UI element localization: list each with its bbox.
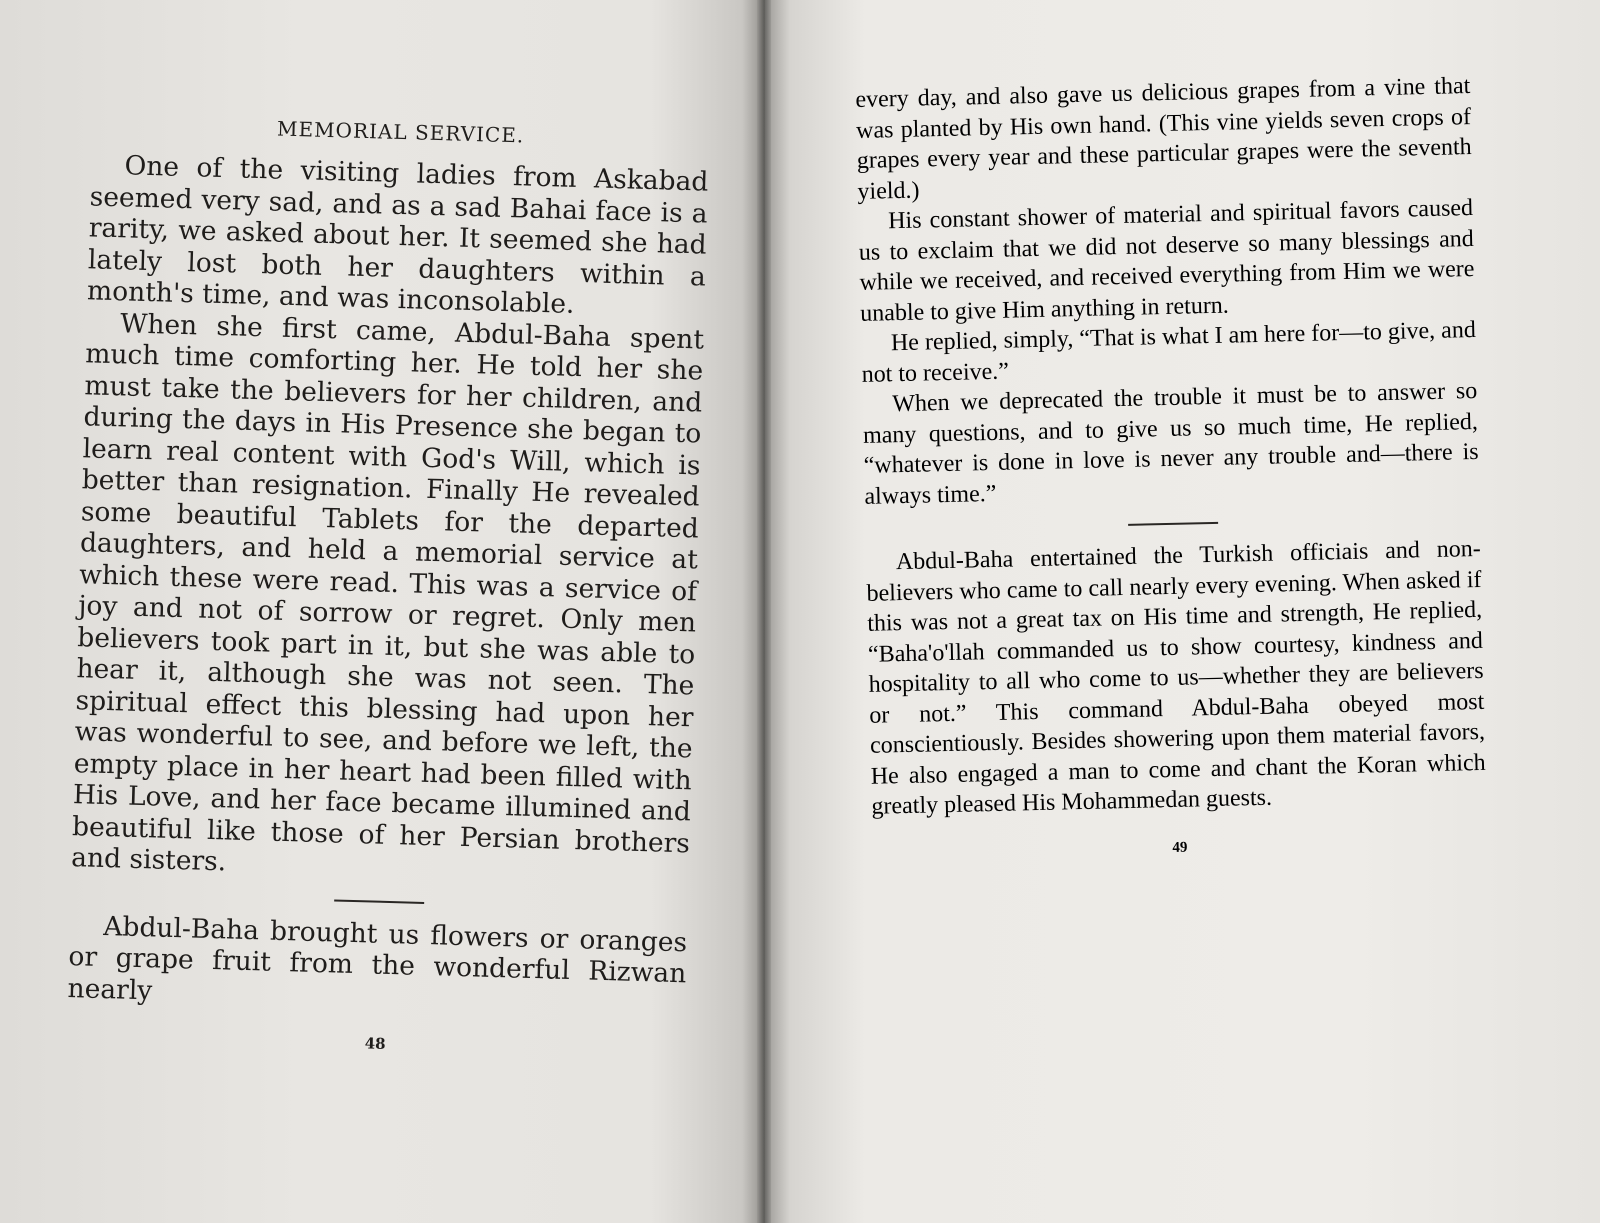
paragraph: Abdul-Baha entertained the Turkish officiais and non-believers who came to call nearly every evening. When asked if this was not a great tax on His time and strength, He replied, “Baha'o'llah commanded us to show courtesy, kindness and hospitality to all who come to us—whether they are believers or not.” This command Abdul-Baha obeyed most conscientiously. Besides showering upon them material favors, He also engaged a man to come and chant the Koran which greatly pleased His Mohammedan guests. bbox=[866, 535, 1486, 820]
section-rule bbox=[1128, 522, 1218, 526]
section-rule bbox=[334, 899, 424, 904]
paragraph: His constant shower of material and spiritual favors caused us to exclaim that we did not deserve so many blessings and while we received, and received everything from Him we were unable to give Him anything in return. bbox=[858, 194, 1475, 327]
paragraph: He replied, simply, “That is what I am here for—to give, and not to receive.” bbox=[861, 316, 1477, 388]
page-number: 48 bbox=[364, 1034, 386, 1053]
left-page bbox=[0, 0, 765, 1223]
page-number: 49 bbox=[1172, 839, 1188, 856]
left-text-block bbox=[66, 111, 710, 1061]
paragraph: One of the visiting ladies from Askabad seemed very sad, and as a sad Bahai face is a rarity, we asked about her. It seemed she had lately lost both her daughters within a month's time, and was inconsolable. bbox=[86, 150, 709, 320]
book-gutter bbox=[757, 0, 771, 1223]
paragraph: When she first came, Abdul-Baha spent much time comforting her. He told her she must take the believers for her children, and during the days in His Presence she began to learn real content with God's Will, which is better than resignation. Finally He revealed some beautiful Tablets for the departed daughters, and held a memorial service at which these were read. This was a service of joy and not of sorrow or regret. Only men believers took part in it, but she was able to hear it, although she was not seen. The spiritual effect this blessing had upon her was wonderful to see, and before we left, the empty place in her heart had been filled with His Love, and her face became illumined and beautiful like those of her Persian brothers and sisters. bbox=[70, 307, 705, 878]
paragraph: Abdul-Baha brought us flowers or oranges or grape fruit from the wonderful Rizwan nearly bbox=[67, 910, 688, 1006]
paragraph: every day, and also gave us delicious grapes from a vine that was planted by His own hand. (This vine yields seven crops of grapes every year and these particular grapes were the seventh yield.) bbox=[855, 73, 1472, 205]
running-head: MEMORIAL SERVICE. bbox=[276, 116, 525, 148]
right-text-block bbox=[855, 71, 1488, 863]
paragraph: When we deprecated the trouble it must be to answer so many questions, and to give us so much time, He replied, “whatever is done in love is never any trouble and—there is always time.” bbox=[862, 377, 1479, 510]
